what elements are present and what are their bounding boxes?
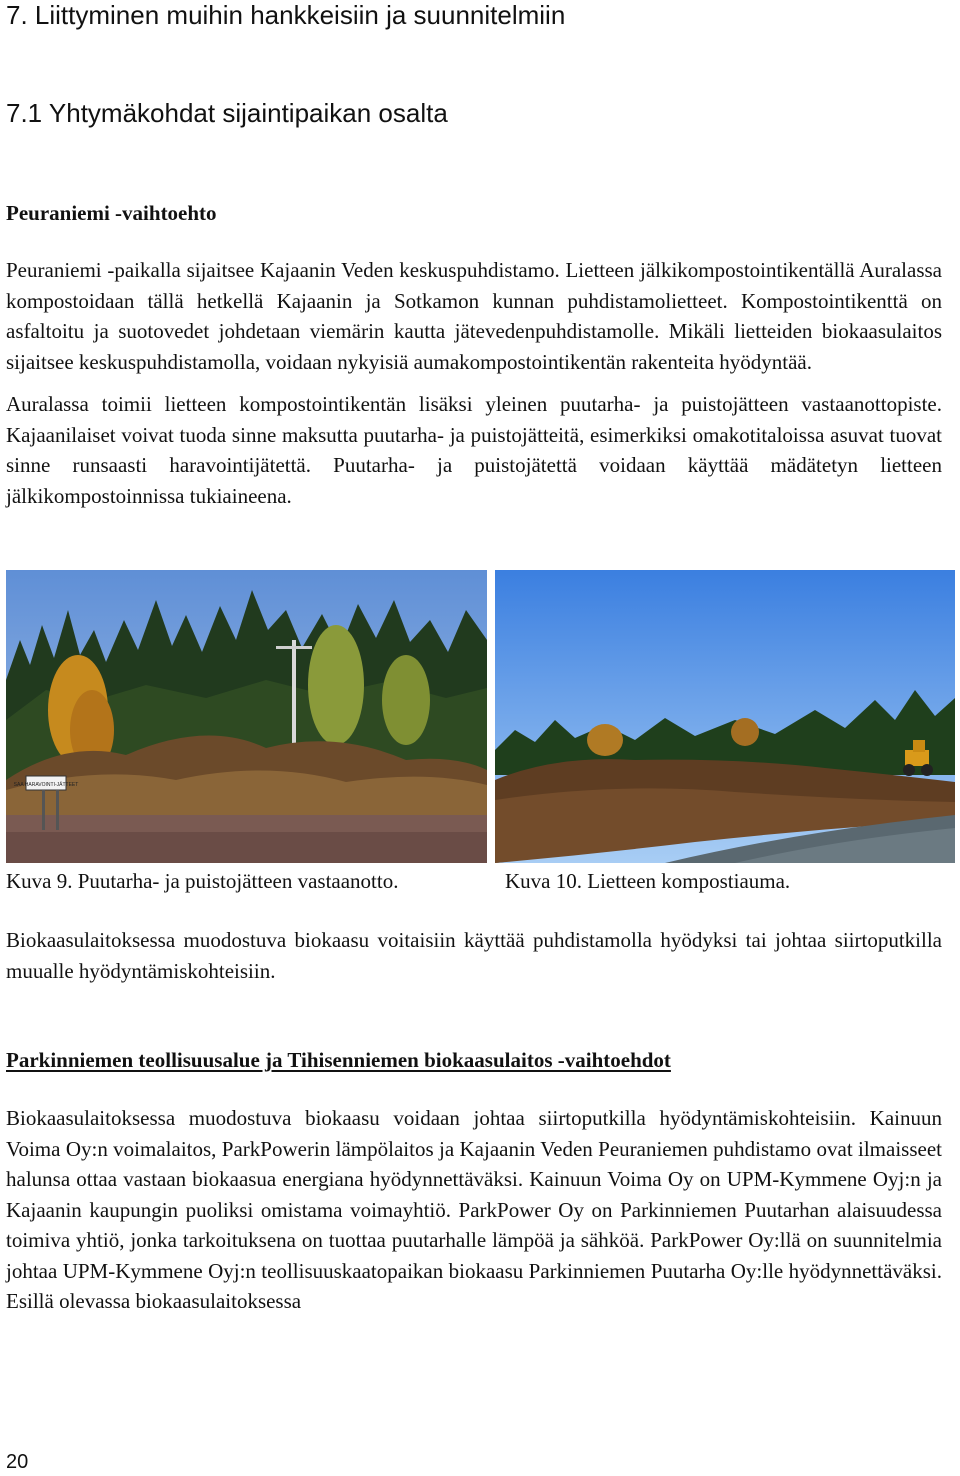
section-title: 7.1 Yhtymäkohdat sijaintipaikan osalta — [6, 98, 448, 128]
parkinniemi-heading: Parkinniemen teollisuusalue ja Tihisenniemen biokaasulaitos -vaihtoehdot — [6, 1048, 671, 1072]
peuraniemi-text — [6, 255, 942, 511]
after-figures-paragraph: Biokaasulaitoksessa muodostuva biokaasu voitaisiin käyttää puhdistamolla hyödyksi tai johtaa siirtoputkilla muualle hyödyntämiskohteisiin. — [6, 928, 942, 983]
page-number: 20 — [6, 1451, 29, 1473]
garden-waste-reception-photo — [6, 570, 487, 863]
sludge-compost-windrow-photo — [495, 570, 955, 863]
sign-text: SAA HARAVOINTI-JÄTTEET — [13, 782, 79, 788]
caption-left: Kuva 9. Puutarha- ja puistojätteen vastaanotto. — [6, 869, 399, 893]
chapter-title: 7. Liittyminen muihin hankkeisiin ja suunnitelmiin — [6, 0, 566, 30]
peuraniemi-heading: Peuraniemi -vaihtoehto — [6, 201, 217, 225]
parkinniemi-text — [6, 1103, 942, 1317]
peuraniemi-paragraph-1: Peuraniemi -paikalla sijaitsee Kajaanin Veden keskuspuhdistamo. Lietteen jälkikompostointikentällä Auralassa kompostoidaan tällä hetkellä Kajaanin ja Sotkamon kunnan puhdistamolietteet. Kompostointikenttä on asfaltoitu ja suotovedet johdetaan viemärin kautta jätevedenpuhdistamolle. Mikäli lietteiden biokaasulaitos sijaitsee keskuspuhdistamolla, voidaan nykyisiä aumakompostointikentän rakenteita hyödyntää. — [6, 258, 942, 374]
peuraniemi-paragraph-2: Auralassa toimii lietteen kompostointikentän lisäksi yleinen puutarha- ja puistojätteen vastaanottopiste. Kajaanilaiset voivat tuoda sinne maksutta puutarha- ja puistojätteitä, esimerkiksi omakotitaloissa asuvat tuovat sinne runsaasti haravointijätettä. Puutarha- ja puistojätettä voidaan käyttää mädätetyn lietteen jälkikompostoinnissa tukiaineena. — [6, 392, 942, 508]
parkinniemi-paragraph: Biokaasulaitoksessa muodostuva biokaasu voidaan johtaa siirtoputkilla hyödyntämiskohteisiin. Kainuun Voima Oy:n voimalaitos, ParkPowerin lämpölaitos ja Kajaanin Veden Peuraniemen puhdistamo ovat ilmaisseet halunsa ottaa vastaan biokaasua energiana hyödynnettäväksi. Kainuun Voima Oy on UPM-Kymmene Oyj:n ja Kajaanin kaupungin puoliksi omistama voimayhtiö. ParkPower Oy on Parkinniemen Puutarhan alaisuudessa toimiva yhtiö, jonka tarkoituksena on tuottaa puutarhalle lämpöä ja sähköä. ParkPower Oy:llä on suunnitelmia johtaa UPM-Kymmene Oyj:n teollisuuskaatopaikan biokaasu Parkinniemen Puutarha Oy:lle hyödynnettäväksi. Esillä olevassa biokaasulaitoksessa — [6, 1106, 942, 1313]
after-figures-text — [6, 925, 942, 986]
caption-right: Kuva 10. Lietteen kompostiauma. — [505, 869, 791, 893]
